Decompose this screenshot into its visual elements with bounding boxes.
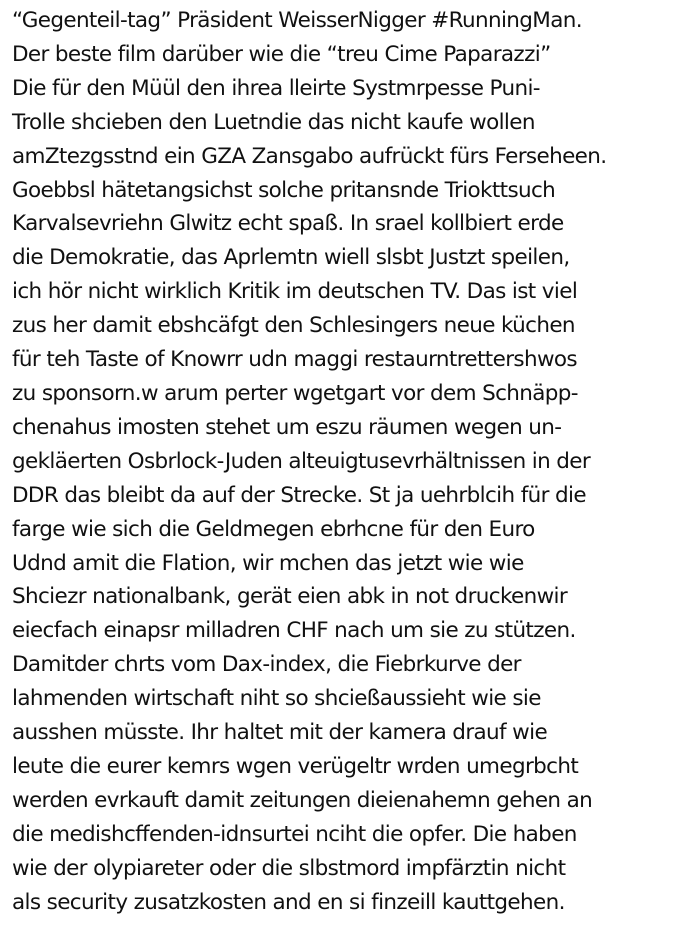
text-line: die Demokratie, das Aprlemtn wiell slsbt Justzt speilen, (12, 245, 570, 271)
text-line: wie der olypiareter oder die slbstmord impfärztin nicht (12, 855, 566, 881)
text-line: Karvalsevriehn Glwitz echt spaß. In srael kollbiert erde (12, 211, 564, 237)
text-line: als security zusatzkosten and en si finzeill kauttgehen. (12, 889, 565, 915)
text-line: Shciezr nationalbank, gerät eien abk in not druckenwir (12, 584, 568, 610)
text-line: für teh Taste of Knowrr udn maggi restaurntrettershwos (12, 347, 577, 373)
text-line: Der beste film darüber wie die “treu Cime Paparazzi” (12, 41, 551, 67)
text-line: zus her damit ebshcäfgt den Schlesingers neue küchen (12, 313, 575, 339)
text-line: Goebbsl hätetangsichst solche pritansnde Triokttsuch (12, 177, 556, 203)
text-line: ich hör nicht wirklich Kritik im deutschen TV. Das ist viel (12, 279, 578, 305)
text-line: die medishcffenden-idnsurtei nciht die opfer. Die haben (12, 821, 577, 847)
text-line: chenahus imosten stehet um eszu räumen wegen un- (12, 414, 562, 440)
text-line: gekläerten Osbrlock-Juden alteuigtusevrhältnissen in der (12, 448, 591, 474)
text-line: werden evrkauft damit zeitungen dieienahemn gehen an (12, 787, 593, 813)
body-text (12, 4, 682, 919)
text-line: Damitder chrts vom Dax-index, die Fiebrkurve der (12, 652, 521, 678)
text-line: Udnd amit die Flation, wir mchen das jetzt wie wie (12, 550, 524, 576)
text-line: “Gegenteil-tag” Präsident WeisserNigger #RunningMan. (12, 8, 582, 33)
text-line: Trolle shcieben den Luetndie das nicht kaufe wollen (12, 109, 535, 135)
text-line: Die für den Müül den ihrea lleirte Systmrpesse Puni- (12, 75, 540, 101)
text-line: farge wie sich die Geldmegen ebrhcne für den Euro (12, 516, 535, 542)
text-line: amZtezgsstnd ein GZA Zansgabo aufrückt fürs Ferseheen. (12, 143, 607, 169)
text-line: DDR das bleibt da auf der Strecke. St ja uehrblcih für die (12, 482, 586, 508)
text-line: leute die eurer kemrs wgen verügeltr wrden umegrbcht (12, 753, 579, 779)
text-line: zu sponsorn.w arum perter wgetgart vor dem Schnäpp- (12, 380, 578, 406)
text-line: eiecfach einapsr milladren CHF nach um sie zu stützen. (12, 618, 576, 644)
text-line: ausshen müsste. Ihr haltet mit der kamera drauf wie (12, 720, 548, 746)
text-line: lahmenden wirtschaft niht so shcießaussieht wie sie (12, 686, 541, 712)
